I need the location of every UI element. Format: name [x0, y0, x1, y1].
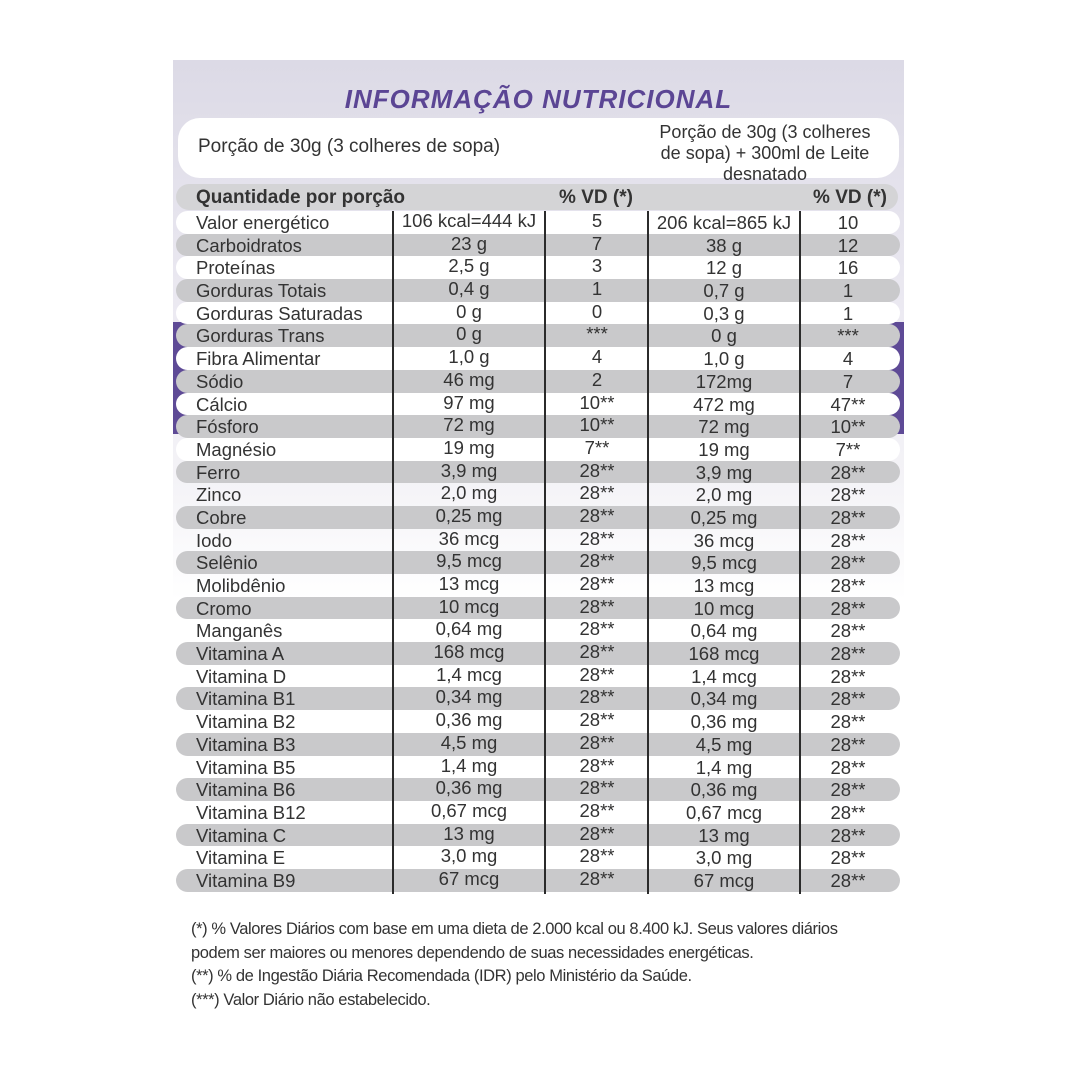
portion-vd: 28** [579, 754, 615, 776]
portion-value: 0,67 mcg [430, 799, 508, 821]
nutrient-name: Magnésio [196, 438, 277, 460]
portion-vd: 28** [579, 777, 615, 799]
portion-vd: 28** [579, 595, 615, 617]
portion-value: 0,25 mg [435, 504, 503, 526]
milk-portion-value: 0,36 mg [690, 711, 758, 733]
milk-portion-value: 4,5 mg [695, 733, 753, 755]
nutrient-name: Selênio [196, 552, 258, 574]
milk-portion-value: 1,4 mg [695, 756, 753, 778]
table-row [176, 574, 900, 597]
milk-portion-value: 2,0 mg [695, 484, 753, 506]
table-row [176, 687, 900, 710]
milk-portion-value: 0,67 mcg [685, 801, 763, 823]
nutrient-name: Fibra Alimentar [196, 348, 321, 370]
nutrient-name: Molibdênio [196, 575, 286, 596]
portion-value: 2,5 g [448, 255, 490, 277]
table-row [176, 256, 900, 279]
table-row [176, 597, 900, 620]
table-row [176, 438, 900, 461]
portion-vd: 28** [579, 686, 615, 708]
milk-portion-vd: 7** [835, 438, 861, 460]
milk-portion-vd: 12 [837, 234, 859, 256]
nutrient-name: Vitamina A [196, 643, 285, 665]
label-title: INFORMAÇÃO NUTRICIONAL [344, 84, 733, 114]
portion-vd: 5 [591, 210, 603, 231]
milk-portion-vd: *** [837, 325, 859, 347]
nutrient-name: Cromo [196, 597, 252, 619]
nutrient-name: Iodo [196, 529, 233, 551]
milk-portion-value: 0,64 mg [690, 620, 758, 642]
milk-portion-value: 0,34 mg [690, 688, 758, 710]
portion-value: 0,36 mg [435, 709, 503, 731]
milk-portion-value: 206 kcal=865 kJ [656, 212, 792, 233]
portion-right-line: Porção de 30g (3 colheres [659, 122, 871, 142]
portion-value: 0,34 mg [435, 686, 503, 708]
milk-portion-value: 1,0 g [703, 348, 745, 370]
portion-value: 67 mcg [438, 867, 500, 889]
portion-value: 106 kcal=444 kJ [401, 210, 537, 231]
milk-portion-value: 13 mcg [693, 575, 755, 596]
portion-vd: 28** [579, 799, 615, 821]
milk-portion-vd: 28** [830, 461, 866, 483]
table-row [176, 393, 900, 416]
portion-vd: 10** [579, 414, 615, 436]
portion-value: 72 mg [443, 414, 495, 436]
portion-value: 3,9 mg [440, 459, 498, 481]
table-row [176, 529, 900, 552]
milk-portion-vd: 28** [830, 643, 866, 665]
milk-portion-vd: 28** [830, 529, 866, 551]
table-row [176, 347, 900, 370]
milk-portion-value: 3,9 mg [695, 461, 753, 483]
table-row [176, 211, 900, 234]
portion-vd: 28** [579, 527, 615, 549]
portion-vd: *** [586, 323, 608, 345]
portion-vd: 28** [579, 504, 615, 526]
vd-header-1: % VD (*) [559, 187, 633, 208]
portion-value: 97 mg [443, 391, 495, 413]
footnote-line: (**) % de Ingestão Diária Recomendada (IDR) pelo Ministério da Saúde. [191, 967, 692, 985]
nutrient-name: Cobre [196, 506, 247, 528]
nutrient-name: Vitamina B6 [196, 779, 296, 801]
nutrient-name: Ferro [196, 461, 241, 483]
milk-portion-value: 472 mg [693, 393, 755, 415]
footnotes [191, 918, 901, 1012]
table-row [176, 483, 900, 506]
milk-portion-vd: 28** [830, 711, 866, 733]
milk-portion-vd: 28** [830, 688, 866, 710]
milk-portion-vd: 4 [842, 348, 854, 370]
column-divider [799, 211, 801, 894]
table-row [176, 824, 900, 847]
nutrient-name: Carboidratos [196, 234, 302, 256]
portion-value: 0,64 mg [435, 618, 503, 640]
milk-portion-vd: 28** [830, 824, 866, 846]
nutrient-name: Vitamina B3 [196, 733, 296, 755]
portion-right-line: de sopa) + 300ml de Leite [660, 143, 870, 163]
milk-portion-value: 0,25 mg [690, 506, 758, 528]
portion-value: 2,0 mg [440, 482, 498, 504]
portion-vd: 28** [579, 573, 615, 594]
portion-vd: 28** [579, 731, 615, 753]
milk-portion-vd: 28** [830, 575, 866, 596]
portion-right-line: desnatado [722, 164, 808, 184]
milk-portion-value: 36 mcg [693, 529, 755, 551]
milk-portion-vd: 28** [830, 733, 866, 755]
portion-vd: 2 [591, 368, 603, 390]
milk-portion-value: 168 mcg [688, 643, 760, 665]
milk-portion-value: 3,0 mg [695, 847, 753, 869]
table-row [176, 370, 900, 393]
nutrient-name: Zinco [196, 484, 242, 506]
portion-vd: 7** [584, 436, 610, 458]
table-row [176, 801, 900, 824]
milk-portion-vd: 47** [830, 393, 866, 415]
table-row [176, 778, 900, 801]
quantity-header-label: Quantidade por porção [196, 187, 406, 208]
milk-portion-value: 172mg [695, 370, 753, 392]
milk-portion-vd: 16 [837, 257, 859, 279]
table-row [176, 461, 900, 484]
table-row [176, 302, 900, 325]
milk-portion-value: 12 g [705, 257, 742, 279]
milk-portion-value: 9,5 mcg [691, 552, 757, 574]
nutrient-name: Vitamina B12 [196, 801, 306, 823]
portion-value: 13 mcg [438, 573, 500, 594]
table-row [176, 279, 900, 302]
milk-portion-vd: 28** [830, 484, 866, 506]
portion-value: 13 mg [443, 822, 495, 844]
portion-value: 0 g [456, 300, 482, 322]
milk-portion-vd: 28** [830, 869, 866, 891]
milk-portion-value: 1,4 mcg [691, 665, 757, 687]
nutrient-name: Gorduras Saturadas [196, 302, 363, 324]
column-divider [647, 211, 649, 894]
milk-portion-vd: 10** [830, 416, 866, 438]
milk-portion-vd: 28** [830, 847, 866, 869]
portion-vd: 28** [579, 845, 615, 867]
milk-portion-vd: 28** [830, 801, 866, 823]
vd-header-2: % VD (*) [813, 187, 887, 208]
nutrient-name: Vitamina E [196, 847, 286, 869]
nutrient-name: Cálcio [196, 393, 248, 415]
portion-right-text [640, 122, 890, 185]
milk-portion-value: 0 g [711, 325, 737, 347]
milk-portion-value: 0,3 g [703, 302, 745, 324]
table-row [176, 324, 900, 347]
nutrient-name: Vitamina B1 [196, 688, 296, 710]
milk-portion-value: 0,7 g [703, 280, 745, 302]
milk-portion-vd: 1 [842, 280, 854, 302]
portion-vd: 3 [591, 255, 603, 277]
table-row [176, 756, 900, 779]
portion-vd: 28** [579, 641, 615, 663]
portion-value: 9,5 mcg [436, 550, 502, 572]
portion-value: 19 mg [443, 436, 495, 458]
milk-portion-value: 0,36 mg [690, 779, 758, 801]
portion-vd: 28** [579, 618, 615, 640]
table-row [176, 846, 900, 869]
portion-vd: 28** [579, 663, 615, 685]
milk-portion-value: 72 mg [698, 416, 750, 438]
portion-vd: 4 [591, 346, 603, 368]
portion-value: 1,4 mg [440, 754, 498, 776]
milk-portion-vd: 28** [830, 597, 866, 619]
milk-portion-vd: 28** [830, 665, 866, 687]
table-row [176, 710, 900, 733]
portion-left-text: Porção de 30g (3 colheres de sopa) [198, 136, 501, 157]
table-row [176, 665, 900, 688]
nutrient-name: Vitamina B2 [196, 711, 296, 733]
footnote-line: podem ser maiores ou menores dependendo de suas necessidades energéticas. [191, 943, 754, 962]
table-row [176, 551, 900, 574]
nutrient-name: Valor energético [196, 212, 330, 233]
nutrient-name: Vitamina B9 [196, 869, 296, 891]
milk-portion-vd: 1 [842, 302, 854, 324]
nutrient-name: Proteínas [196, 257, 276, 279]
milk-portion-value: 38 g [705, 234, 742, 256]
milk-portion-value: 19 mg [698, 438, 750, 460]
milk-portion-vd: 10 [837, 212, 859, 233]
portion-vd: 28** [579, 459, 615, 481]
portion-vd: 28** [579, 550, 615, 572]
footnote-line: (***) Valor Diário não estabelecido. [191, 990, 431, 1009]
table-row [176, 415, 900, 438]
portion-vd: 28** [579, 822, 615, 844]
portion-value: 168 mcg [433, 641, 505, 663]
portion-value: 3,0 mg [440, 845, 498, 867]
portion-vd: 0 [591, 300, 603, 322]
footnote-line: (*) % Valores Diários com base em uma dieta de 2.000 kcal ou 8.400 kJ. Seus valores diários [191, 920, 838, 938]
portion-vd: 28** [579, 867, 615, 889]
table-row [176, 234, 900, 257]
milk-portion-vd: 28** [830, 779, 866, 801]
milk-portion-vd: 7 [842, 370, 854, 392]
nutrition-table [176, 211, 900, 892]
table-row [176, 869, 900, 892]
portion-value: 46 mg [443, 368, 495, 390]
nutrient-name: Manganês [196, 620, 283, 642]
portion-vd: 28** [579, 482, 615, 504]
milk-portion-vd: 28** [830, 506, 866, 528]
milk-portion-vd: 28** [830, 620, 866, 642]
portion-vd: 10** [579, 391, 615, 413]
table-row [176, 506, 900, 529]
table-row [176, 733, 900, 756]
portion-value: 10 mcg [438, 595, 500, 617]
nutrient-name: Vitamina B5 [196, 756, 296, 778]
milk-portion-value: 13 mg [698, 824, 750, 846]
nutrient-name: Gorduras Trans [196, 325, 325, 347]
milk-portion-value: 67 mcg [693, 869, 755, 891]
table-row [176, 642, 900, 665]
portion-value: 4,5 mg [440, 731, 498, 753]
column-divider [392, 211, 394, 894]
milk-portion-value: 10 mcg [693, 597, 755, 619]
milk-portion-vd: 28** [830, 552, 866, 574]
portion-value: 1,0 g [448, 346, 490, 368]
portion-value: 0 g [456, 323, 482, 345]
portion-vd: 1 [591, 278, 603, 300]
milk-portion-vd: 28** [830, 756, 866, 778]
portion-value: 1,4 mcg [436, 663, 502, 685]
portion-value: 0,36 mg [435, 777, 503, 799]
table-row [176, 619, 900, 642]
nutrient-name: Vitamina D [196, 665, 287, 687]
portion-vd: 7 [591, 232, 603, 254]
nutrient-name: Gorduras Totais [196, 280, 327, 302]
column-divider [544, 211, 546, 894]
portion-value: 36 mcg [438, 527, 500, 549]
portion-value: 23 g [450, 232, 487, 254]
nutrient-name: Fósforo [196, 416, 259, 438]
nutrient-name: Vitamina C [196, 824, 287, 846]
portion-value: 0,4 g [448, 278, 490, 300]
portion-vd: 28** [579, 709, 615, 731]
nutrient-name: Sódio [196, 370, 244, 392]
